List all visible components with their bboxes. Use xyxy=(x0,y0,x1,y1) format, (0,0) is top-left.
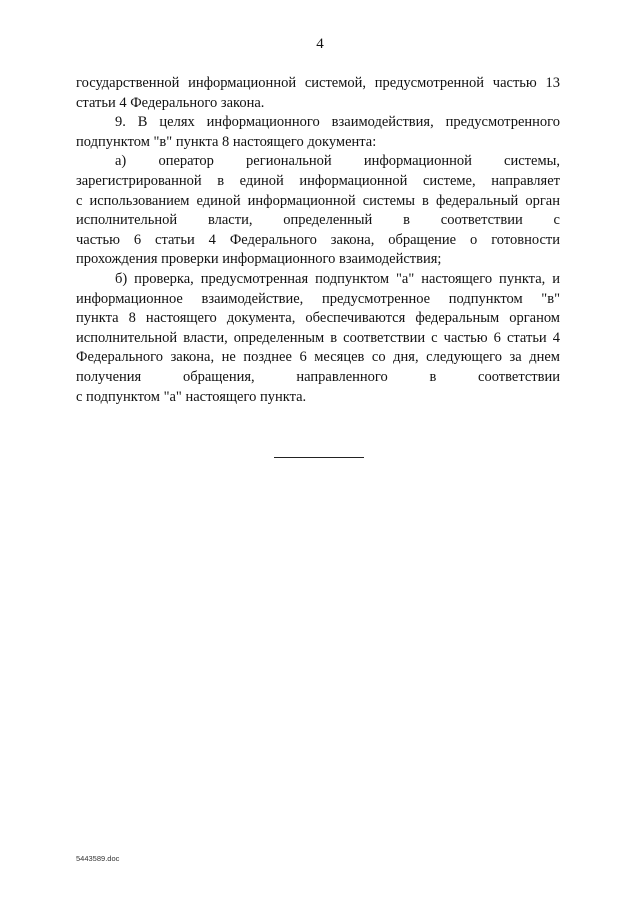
paragraph-9-first-line: 9. В целях информационного взаимодействия, предусмотренного xyxy=(115,114,560,131)
subparagraph-a-first-line: а) оператор региональной информационной системы, xyxy=(115,153,560,170)
body-line: подпунктом "в" пункта 8 настоящего документа: xyxy=(76,133,377,150)
body-line: информационное взаимодействие, предусмотренное подпунктом "в" xyxy=(76,290,560,307)
body-line: прохождения проверки информационного взаимодействия; xyxy=(76,251,442,268)
document-body xyxy=(76,74,560,407)
subparagraph-b-first-line: б) проверка, предусмотренная подпунктом "а" настоящего пункта, и xyxy=(115,270,560,287)
document-file-id: 5443589.doc xyxy=(76,854,120,863)
end-separator-line xyxy=(274,457,364,458)
body-line: Федерального закона, не позднее 6 месяцев со дня, следующего за днем xyxy=(76,349,560,366)
body-line: получения обращения, направленного в соответствии xyxy=(76,368,560,385)
body-line: исполнительной власти, определенный в соответствии с xyxy=(76,212,560,229)
page-number: 4 xyxy=(316,36,324,52)
body-line: зарегистрированной в единой информационной системе, направляет xyxy=(76,172,560,189)
body-line: с использованием единой информационной системы в федеральный орган xyxy=(76,192,560,209)
body-line: с подпунктом "а" настоящего пункта. xyxy=(76,388,307,405)
body-line: статьи 4 Федерального закона. xyxy=(76,94,265,111)
body-line: государственной информационной системой, предусмотренной частью 13 xyxy=(76,75,560,91)
body-line: исполнительной власти, определенным в соответствии с частью 6 статьи 4 xyxy=(76,329,560,346)
body-line: пункта 8 настоящего документа, обеспечиваются федеральным органом xyxy=(76,310,560,327)
body-line: частью 6 статьи 4 Федерального закона, обращение о готовности xyxy=(76,231,560,248)
